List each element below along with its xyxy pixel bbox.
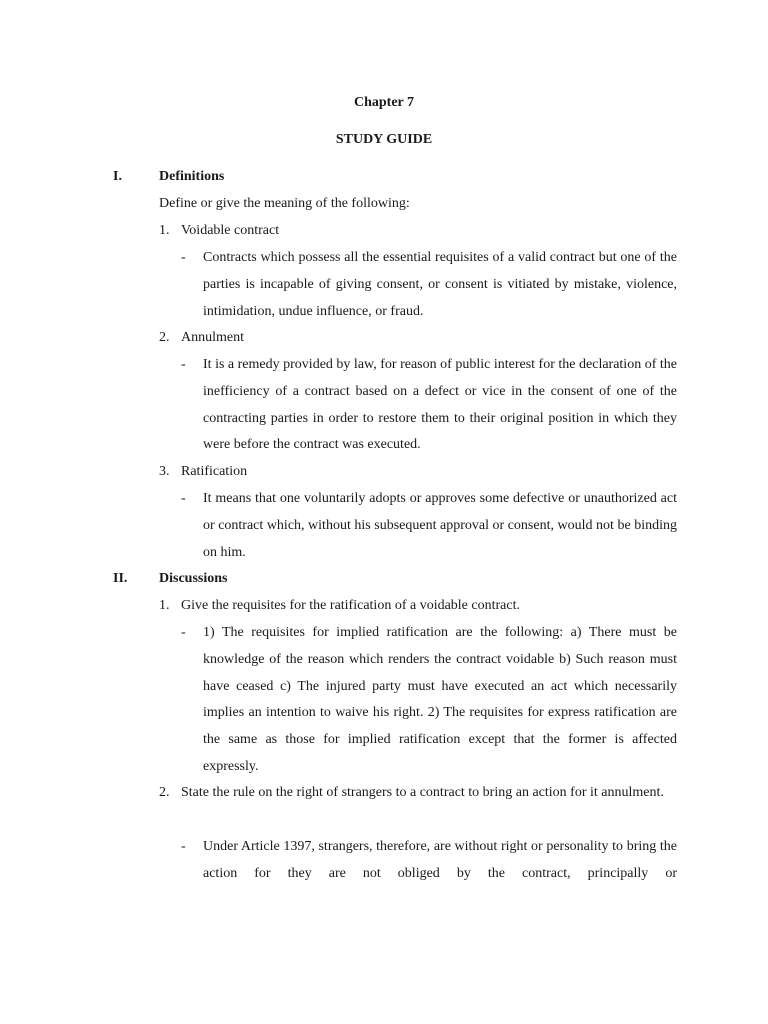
section-numeral-2: II. — [113, 571, 128, 586]
bullet-dash: - — [181, 491, 186, 506]
section-heading-definitions: Definitions — [159, 169, 225, 184]
bullet-dash: - — [181, 839, 186, 854]
section-heading-discussions: Discussions — [159, 571, 228, 586]
item-number: 2. — [159, 785, 170, 800]
page-title: STUDY GUIDE — [335, 132, 433, 147]
definition-text: It is a remedy provided by law, for reason of public interest for the declaration of the inefficiency of a contract based on a defect or vice in the consent of one of the contracting parties in order to restore them to their original position in which they were before the contract was executed. — [203, 357, 677, 453]
chapter-heading: Chapter 7 — [353, 95, 415, 110]
definition-text: Contracts which possess all the essential requisites of a valid contract but one of the parties is incapable of giving consent, or consent is vitiated by mistake, violence, intimidation, undue influence, or fraud. — [203, 250, 677, 319]
discussion-question: State the rule on the right of strangers to a contract to bring an action for it annulment. — [181, 785, 664, 800]
bullet-dash: - — [181, 250, 186, 265]
item-number: 1. — [159, 223, 170, 238]
section-intro: Define or give the meaning of the following: — [159, 196, 410, 211]
bullet-dash: - — [181, 625, 186, 640]
item-number: 1. — [159, 598, 170, 613]
definition-term: Voidable contract — [181, 223, 280, 238]
item-number: 3. — [159, 464, 170, 479]
definition-term: Annulment — [181, 330, 244, 345]
discussion-answer: Under Article 1397, strangers, therefore, are without right or personality to bring the action for they are not obliged by the contract, principally or — [203, 839, 677, 881]
item-number: 2. — [159, 330, 170, 345]
definition-text: It means that one voluntarily adopts or approves some defective or unauthorized act or contract which, without his subsequent approval or consent, would not be binding on him. — [203, 491, 677, 560]
discussion-question: Give the requisites for the ratification of a voidable contract. — [181, 598, 520, 613]
discussion-answer: 1) The requisites for implied ratification are the following: a) There must be knowledge of the reason which renders the contract voidable b) Such reason must have ceased c) The injured party must have executed an act which necessarily implies an intention to waive his right. 2) The requisites for express ratification are the same as those for implied ratification except that the former is affected expressly. — [203, 625, 677, 774]
definition-term: Ratification — [181, 464, 248, 479]
bullet-dash: - — [181, 357, 186, 372]
section-numeral-1: I. — [113, 169, 122, 184]
